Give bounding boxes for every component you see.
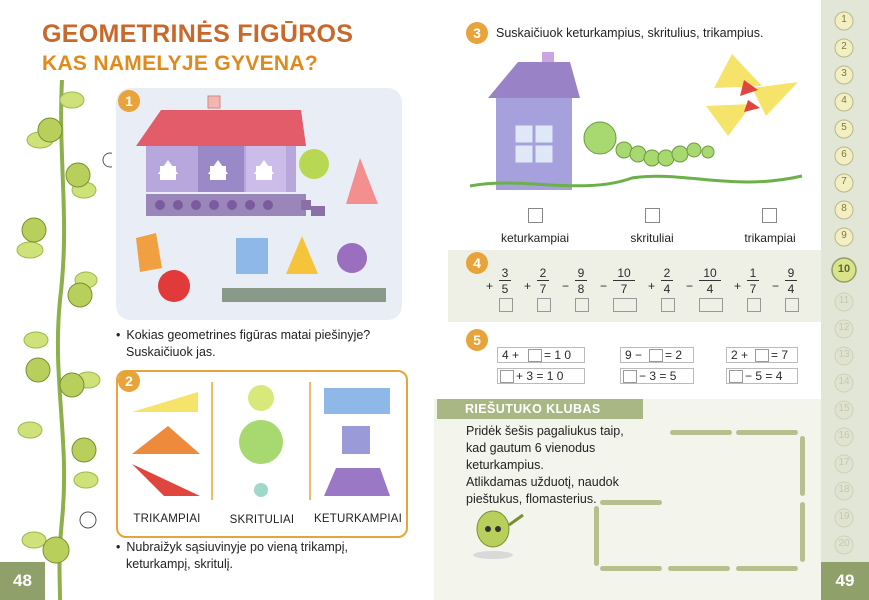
checkbox-quadrilaterals[interactable] <box>528 208 543 223</box>
answer-box[interactable] <box>661 298 675 312</box>
house-figures-illustration <box>116 88 402 320</box>
circle-tiny <box>254 483 268 497</box>
answer-box[interactable] <box>499 298 513 312</box>
club-title: RIEŠUTUKO KLUBAS <box>437 399 643 419</box>
left-page <box>0 0 434 600</box>
shapes-columns-illustration <box>118 372 406 536</box>
stick[interactable] <box>600 500 662 505</box>
equation-row: 4 + = 1 0 <box>497 347 585 363</box>
circle-small <box>248 385 274 411</box>
answer-box[interactable] <box>747 298 761 312</box>
task1-question-line1: • Kokias geometrines figūras matai piešinyje? <box>116 327 370 344</box>
chapter-item-6[interactable]: 6 <box>841 149 847 160</box>
nut-character-illustration <box>465 505 529 561</box>
chapter-item-2[interactable]: 2 <box>841 41 847 52</box>
chapter-item-7[interactable]: 7 <box>841 176 847 187</box>
task2-shapes-panel <box>116 370 408 538</box>
task1-number: 1 <box>118 90 140 112</box>
equation-row: 2 + = 7 <box>726 347 798 363</box>
equation-row: − 5 = 4 <box>726 368 798 384</box>
stick[interactable] <box>670 430 732 435</box>
chapter-item-12[interactable]: 12 <box>838 322 850 333</box>
chapter-item-3[interactable]: 3 <box>841 68 847 79</box>
page-number-right: 49 <box>821 562 869 600</box>
house-caterpillar-bird-illustration <box>462 46 812 206</box>
chapter-item-11[interactable]: 11 <box>838 295 850 306</box>
col-label-quadrilaterals: KETURKAMPIAI <box>313 513 403 525</box>
chapter-item-17[interactable]: 17 <box>838 457 850 468</box>
label-quadrilaterals: keturkampiai <box>500 231 570 245</box>
club-text-line4: Atlikdamas užduotį, naudok <box>466 475 619 489</box>
stick[interactable] <box>736 430 798 435</box>
task2-instruction-line2: keturkampį, skritulį. <box>126 557 233 571</box>
checkbox-triangles[interactable] <box>762 208 777 223</box>
chapter-item-4[interactable]: 4 <box>841 95 847 106</box>
stick[interactable] <box>600 566 662 571</box>
equation-row: + 3 = 1 0 <box>497 368 585 384</box>
vine-illustration <box>0 80 112 600</box>
col-label-circles: SKRITULIAI <box>229 514 295 526</box>
question-icon <box>80 512 96 528</box>
task3-text: Suskaičiuok keturkampius, skritulius, trikampius. <box>496 26 764 40</box>
task2-number: 2 <box>118 370 140 392</box>
stick[interactable] <box>800 436 805 496</box>
triangle-red <box>132 464 200 496</box>
page-number-left: 48 <box>0 562 45 600</box>
chapter-item-10-active[interactable]: 10 <box>837 263 851 275</box>
task3-number: 3 <box>466 22 488 44</box>
exclamation-icon <box>103 153 112 167</box>
task2-instruction-line1: • Nubraižyk sąsiuvinyje po vieną trikampį, <box>116 539 348 556</box>
page-subtitle: KAS NAMELYJE GYVENA? <box>42 52 318 75</box>
answer-box[interactable] <box>537 298 551 312</box>
label-triangles: trikampiai <box>744 231 796 245</box>
answer-box[interactable] <box>649 349 663 362</box>
stick[interactable] <box>668 566 730 571</box>
stick-puzzle <box>592 430 812 570</box>
task1-picture-panel <box>116 88 402 320</box>
club-text-line3: keturkampius. <box>466 458 544 472</box>
stick[interactable] <box>594 506 599 566</box>
chapter-item-16[interactable]: 16 <box>838 430 850 441</box>
chapter-item-14[interactable]: 14 <box>838 376 850 387</box>
equation-row: 9 − = 2 <box>620 347 694 363</box>
club-text-line5: pieštukus, flomasterius. <box>466 492 597 506</box>
chapter-item-9[interactable]: 9 <box>841 230 847 241</box>
chapter-item-18[interactable]: 18 <box>838 484 850 495</box>
trapezoid-purple <box>324 468 390 496</box>
rectangle-blue <box>324 388 390 414</box>
equation-row: − 3 = 5 <box>620 368 694 384</box>
label-circles: skrituliai <box>630 231 674 245</box>
chapter-list <box>821 0 869 560</box>
answer-box[interactable] <box>755 349 769 362</box>
square-purple <box>342 426 370 454</box>
chapter-item-19[interactable]: 19 <box>838 511 850 522</box>
stick[interactable] <box>800 502 805 562</box>
task1-question-line2: Suskaičiuok jas. <box>126 345 216 359</box>
task4-fractions: + 3 5 + 2 7 − 9 8 − 10 7 + 2 4 − 10 4 + 1 7 − 9 4 <box>486 266 806 312</box>
chapter-item-8[interactable]: 8 <box>841 203 847 214</box>
checkbox-circles[interactable] <box>645 208 660 223</box>
club-text-line2: kad gautum 6 vienodus <box>466 441 596 455</box>
answer-box[interactable] <box>500 370 514 383</box>
answer-box[interactable] <box>528 349 542 362</box>
chapter-item-20[interactable]: 20 <box>838 538 850 549</box>
answer-box[interactable] <box>785 298 799 312</box>
stick[interactable] <box>736 566 798 571</box>
col-label-triangles: TRIKAMPIAI <box>133 513 201 525</box>
triangle-orange <box>132 426 200 454</box>
answer-box[interactable] <box>699 298 723 312</box>
task4-number: 4 <box>466 252 488 274</box>
task5-number: 5 <box>466 329 488 351</box>
triangle-yellow <box>132 392 198 412</box>
page-title: GEOMETRINĖS FIGŪROS <box>42 20 354 48</box>
chapter-item-5[interactable]: 5 <box>841 122 847 133</box>
acorn-icons <box>821 0 869 560</box>
chapter-item-15[interactable]: 15 <box>838 403 850 414</box>
chapter-item-13[interactable]: 13 <box>838 349 850 360</box>
chapter-item-1[interactable]: 1 <box>841 14 847 25</box>
answer-box[interactable] <box>613 298 637 312</box>
answer-box[interactable] <box>729 370 743 383</box>
answer-box[interactable] <box>623 370 637 383</box>
circle-large <box>239 420 283 464</box>
club-text-line1: Pridėk šešis pagaliukus taip, <box>466 424 624 438</box>
answer-box[interactable] <box>575 298 589 312</box>
